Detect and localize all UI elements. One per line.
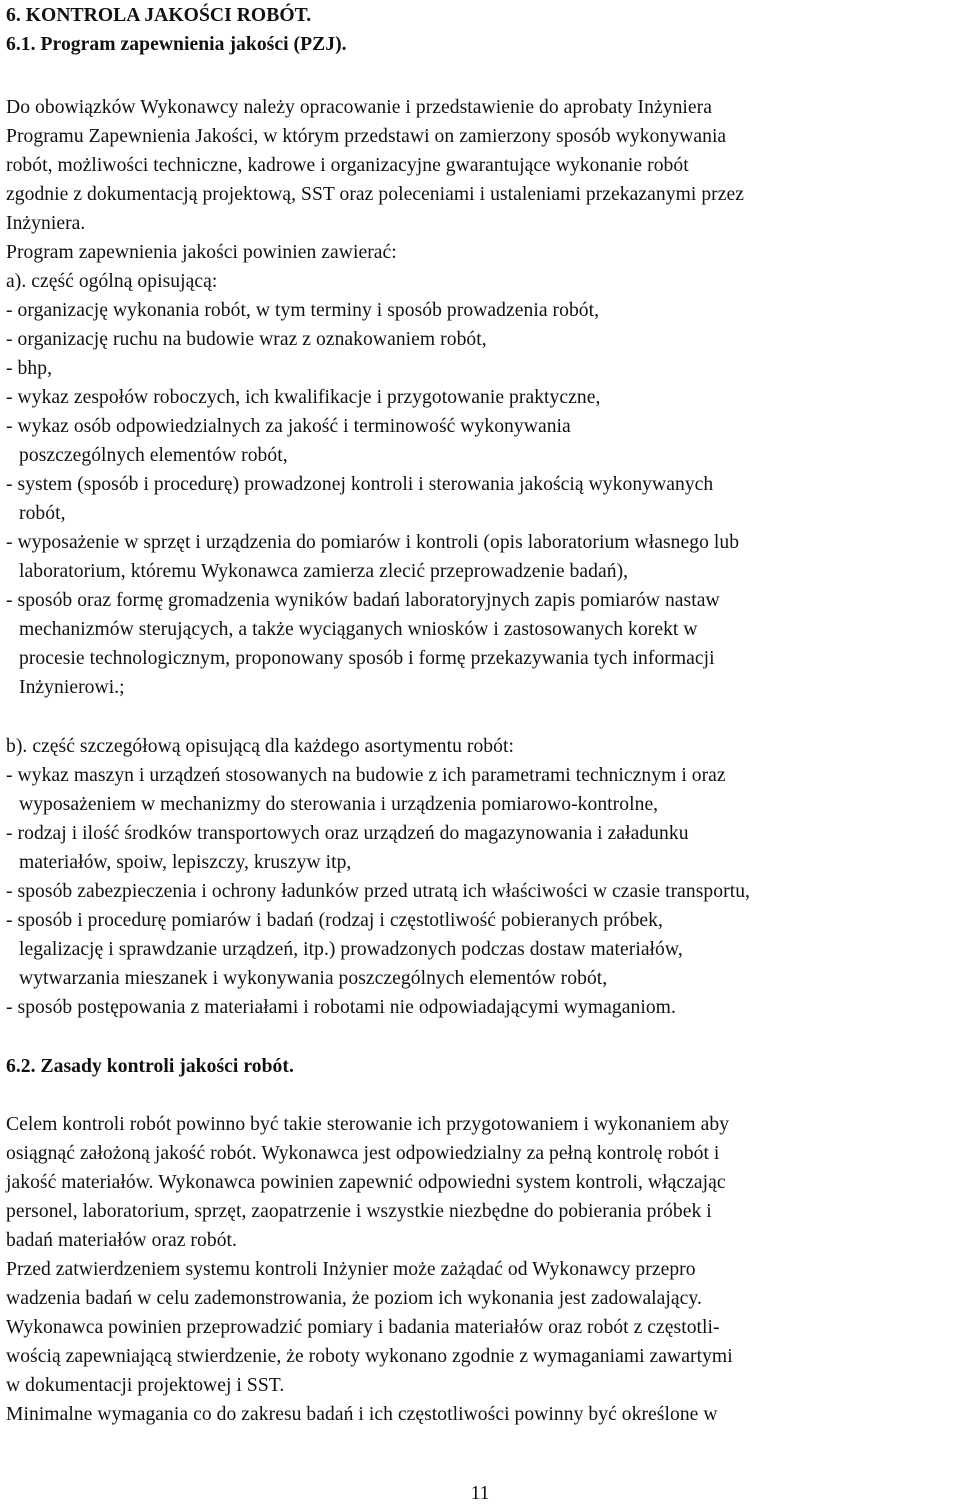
text-line: Wykonawca powinien przeprowadzić pomiary i badania materiałów oraz robót z częstotli- [6, 1317, 720, 1338]
part-b-title: b). część szczegółową opisującą dla każdego asortymentu robót: [6, 736, 514, 757]
text-line: Przed zatwierdzeniem systemu kontroli Inżynier może zażądać od Wykonawcy przepro [6, 1259, 696, 1280]
list-item-continuation: wyposażeniem w mechanizmy do sterowania i urządzenia pomiarowo-kontrolne, [19, 794, 659, 815]
text-line: Celem kontroli robót powinno być takie sterowanie ich przygotowaniem i wykonaniem aby [6, 1114, 730, 1135]
list-item-continuation: laboratorium, któremu Wykonawca zamierza zlecić przeprowadzenie badań), [19, 561, 629, 582]
list-item-continuation: mechanizmów sterujących, a także wyciąganych wniosków i zastosowanych korekt w [19, 619, 698, 640]
list-item: - sposób oraz formę gromadzenia wyników badań laboratoryjnych zapis pomiarów nastaw [6, 590, 720, 611]
section-heading-6-2: 6.2. Zasady kontroli jakości robót. [6, 1056, 294, 1077]
list-item-continuation: poszczególnych elementów robót, [19, 445, 288, 466]
list-item: - system (sposób i procedurę) prowadzonej kontroli i sterowania jakością wykonywanych [6, 474, 714, 495]
list-item: - sposób zabezpieczenia i ochrony ładunków przed utratą ich właściwości w czasie transportu, [6, 881, 750, 902]
text-line: robót, możliwości techniczne, kadrowe i organizacyjne gwarantujące wykonanie robót [6, 155, 689, 176]
list-item-continuation: robót, [19, 503, 66, 524]
list-item-continuation: materiałów, spoiw, lepiszczy, kruszyw itp, [19, 852, 352, 873]
list-item: - rodzaj i ilość środków transportowych oraz urządzeń do magazynowania i załadunku [6, 823, 689, 844]
chapter-heading: 6. KONTROLA JAKOŚCI ROBÓT. [6, 5, 312, 26]
text-line: Do obowiązków Wykonawcy należy opracowanie i przedstawienie do aprobaty Inżyniera [6, 97, 712, 118]
text-line: Minimalne wymagania co do zakresu badań i ich częstotliwości powinny być określone w [6, 1404, 718, 1425]
text-line: osiągnąć założoną jakość robót. Wykonawca jest odpowiedzialny za pełną kontrolę robót i [6, 1143, 720, 1164]
text-line: wością zapewniającą stwierdzenie, że roboty wykonano zgodnie z wymaganiami zawartymi [6, 1346, 733, 1367]
list-item-continuation: legalizację i sprawdzanie urządzeń, itp.) prowadzonych podczas dostaw materiałów, [19, 939, 683, 960]
section-heading-6-1: 6.1. Program zapewnienia jakości (PZJ). [6, 34, 347, 55]
list-item-continuation: procesie technologicznym, proponowany sposób i formę przekazywania tych informacji [19, 648, 715, 669]
text-line: w dokumentacji projektowej i SST. [6, 1375, 285, 1396]
text-line: badań materiałów oraz robót. [6, 1230, 237, 1251]
list-item: - wyposażenie w sprzęt i urządzenia do pomiarów i kontroli (opis laboratorium własnego lub [6, 532, 740, 553]
list-item: - wykaz osób odpowiedzialnych za jakość i terminowość wykonywania [6, 416, 571, 437]
list-item: - wykaz maszyn i urządzeń stosowanych na budowie z ich parametrami technicznym i oraz [6, 765, 726, 786]
list-item: - sposób postępowania z materiałami i robotami nie odpowiadającymi wymaganiom. [6, 997, 676, 1018]
text-line: Program zapewnienia jakości powinien zawierać: [6, 242, 397, 263]
list-item-continuation: wytwarzania mieszanek i wykonywania poszczególnych elementów robót, [19, 968, 608, 989]
list-item: - organizację wykonania robót, w tym terminy i sposób prowadzenia robót, [6, 300, 600, 321]
text-line: personel, laboratorium, sprzęt, zaopatrzenie i wszystkie niezbędne do pobierania próbek i [6, 1201, 712, 1222]
text-line: zgodnie z dokumentacją projektową, SST oraz poleceniami i ustaleniami przekazanymi przez [6, 184, 744, 205]
list-item: - sposób i procedurę pomiarów i badań (rodzaj i częstotliwość pobieranych próbek, [6, 910, 663, 931]
part-a-title: a). część ogólną opisującą: [6, 271, 218, 292]
text-line: wadzenia badań w celu zademonstrowania, że poziom ich wykonania jest zadowalający. [6, 1288, 702, 1309]
text-line: Programu Zapewnienia Jakości, w którym przedstawi on zamierzony sposób wykonywania [6, 126, 727, 147]
text-line: jakość materiałów. Wykonawca powinien zapewnić odpowiedni system kontroli, włączając [6, 1172, 726, 1193]
text-line: Inżyniera. [6, 213, 86, 234]
list-item: - bhp, [6, 358, 53, 379]
page-number: 11 [470, 1483, 490, 1504]
list-item-continuation: Inżynierowi.; [19, 677, 125, 698]
list-item: - organizację ruchu na budowie wraz z oznakowaniem robót, [6, 329, 487, 350]
list-item: - wykaz zespołów roboczych, ich kwalifikacje i przygotowanie praktyczne, [6, 387, 601, 408]
